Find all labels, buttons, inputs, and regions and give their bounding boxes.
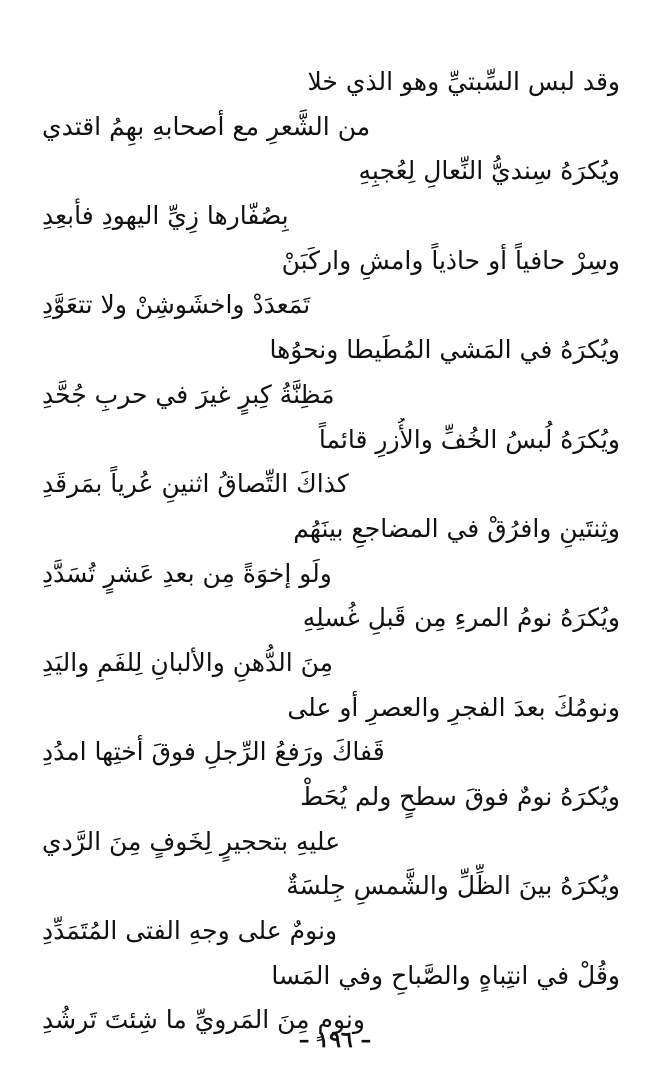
verse-6-first-hemistich: وثِنتَينِ وافرُقْ في المضاجعِ بينَهُم <box>293 513 620 543</box>
verse-10-second-hemistich: ونومٌ على وجهِ الفتى المُتَمَدِّدِ <box>42 916 338 946</box>
page-number: – ١٩٦ – <box>298 1027 372 1053</box>
verse-10-first-hemistich: ويُكرَهُ بينَ الظِّلِّ والشَّمسِ جِلسَةٌ <box>286 871 620 901</box>
verse-4-first-hemistich: ويُكرَهُ في المَشي المُطَيطا ونحوُها <box>269 335 620 365</box>
verse-8-second-hemistich: قَفاكَ ورَفعُ الرِّجلِ فوقَ أختِها امدُدِ <box>42 737 385 767</box>
verse-2-second-hemistich: بِصُفّارها زِيِّ اليهودِ فأبعِدِ <box>42 201 289 231</box>
verse-11-first-hemistich: وقُلْ في انتِباهٍ والصَّباحِ وفي المَسا <box>271 960 620 990</box>
verse-4-second-hemistich: مَظِنَّةُ كِبرٍ غيرَ في حربِ جُحَّدِ <box>42 379 335 409</box>
poem-text <box>40 60 630 1043</box>
verse-3-first-hemistich: وسِرْ حافياً أو حاذياً وامشِ واركَبَنْ <box>281 245 620 275</box>
verse-5-first-hemistich: ويُكرَهُ لُبسُ الخُفِّ والأُزرِ قائماً <box>318 424 620 454</box>
verse-1-second-hemistich: من الشَّعرِ مع أصحابهِ بهِمُ اقتدي <box>42 111 371 141</box>
verse-6-second-hemistich: ولَو إخوَةً مِن بعدِ عَشرٍ تُسَدَّدِ <box>42 558 332 588</box>
verse-3-second-hemistich: تَمَعدَدْ واخشَوشِنْ ولا تتعَوَّدِ <box>42 290 311 320</box>
verse-2-first-hemistich: ويُكرَهُ سِنديُّ النِّعالِ لِعُجبِهِ <box>358 156 620 186</box>
verse-7-second-hemistich: مِنَ الدُّهنِ والألبانِ لِلفَمِ واليَدِ <box>42 647 334 677</box>
verse-5-second-hemistich: كذاكَ التِّصاقُ اثنينِ عُرياً بمَرقَدِ <box>42 469 349 499</box>
verse-9-second-hemistich: عليهِ بتحجيرٍ لِخَوفٍ مِنَ الرَّدي <box>42 826 341 856</box>
verse-11-second-hemistich: ونومٍ مِنَ المَرويِّ ما شِئتَ تَرشُدِ <box>42 1005 365 1035</box>
verse-8-first-hemistich: ونومُكَ بعدَ الفجرِ والعصرِ أو على <box>287 692 620 722</box>
verse-9-first-hemistich: ويُكرَهُ نومٌ فوقَ سطحٍ ولم يُحَطْ <box>300 782 620 811</box>
verse-1-first-hemistich: وقد لبس السِّبتيِّ وهو الذي خلا <box>307 67 620 96</box>
verse-7-first-hemistich: ويُكرَهُ نومُ المرءِ مِن قَبلِ غُسلِهِ <box>302 603 620 633</box>
